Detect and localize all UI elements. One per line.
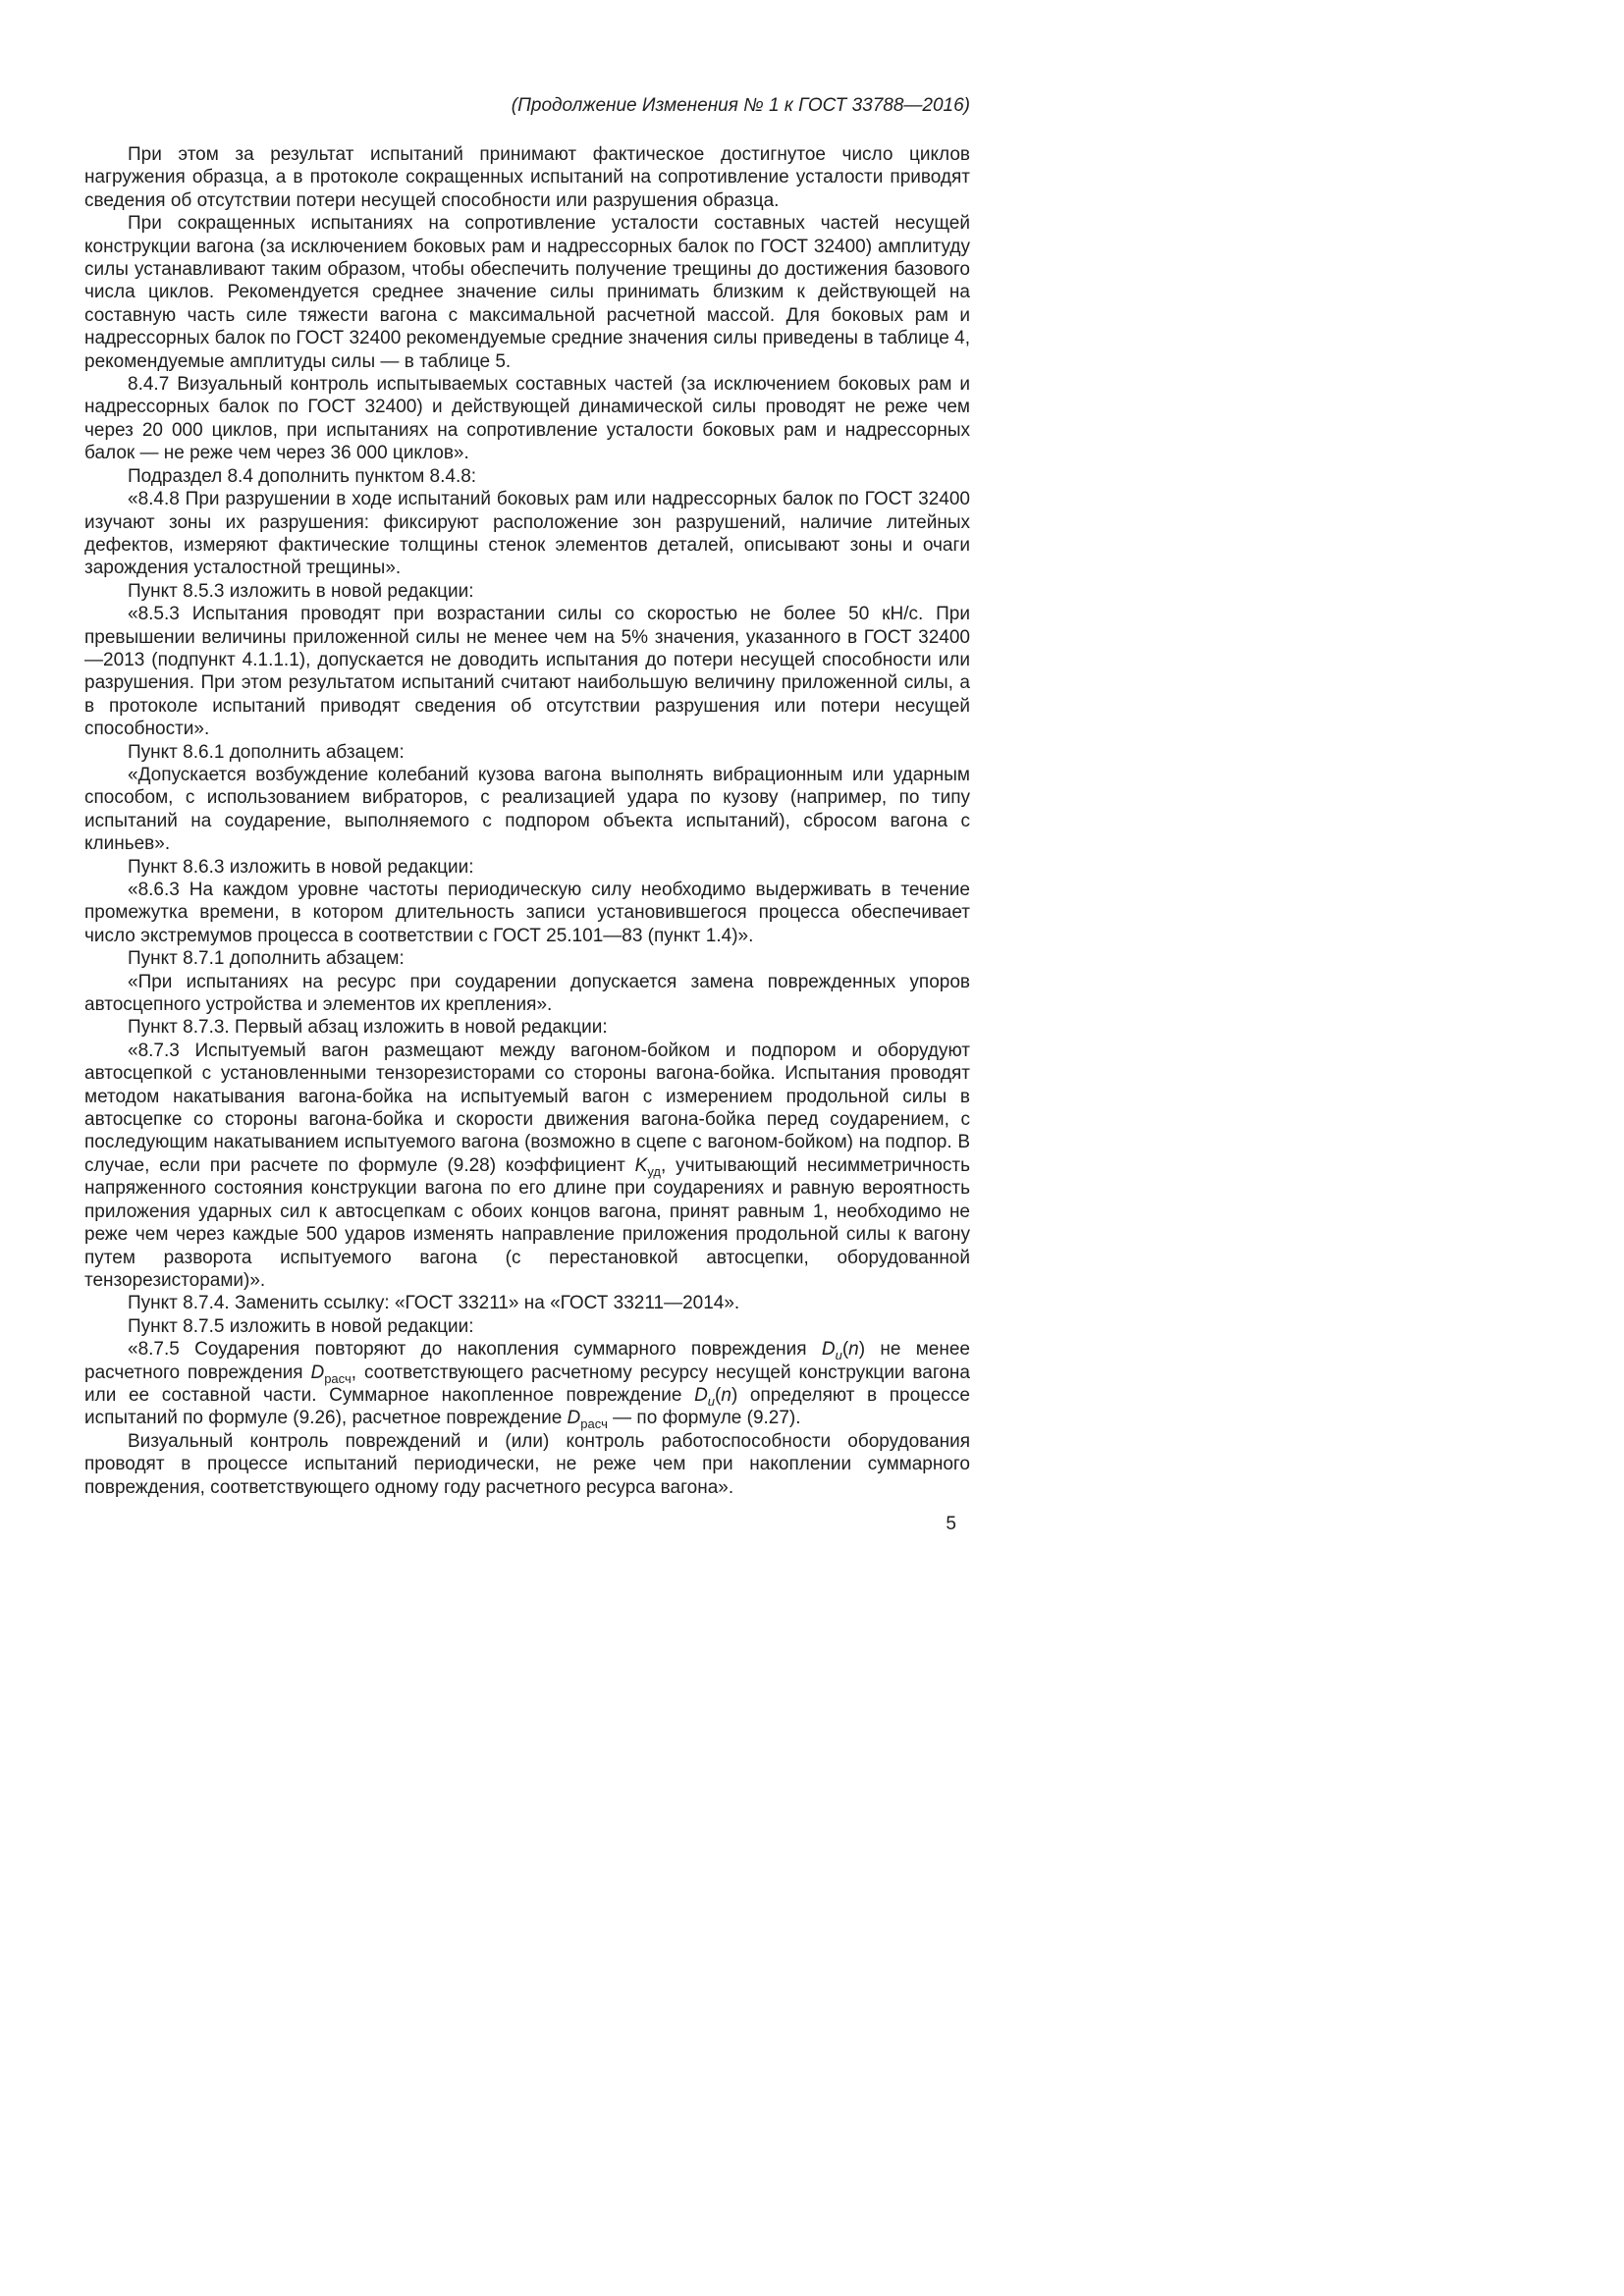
paragraph [84, 212, 970, 373]
text-segment: «8.7.3 Испытуемый вагон размещают между вагоном-бойком и подпором и оборудуют автосцепкой с установленными тензорезисторами со стороны вагона-бойка. Испытания проводят методом накатывания вагона-бойка на испытуемый вагон с измерением продольной силы в автосцепке со стороны вагона-бойка и скорости движения вагона-бойка перед соударением, с последующим накатыванием испытуемого вагона (возможно в сцепе с вагоном-бойком) на подпор. В случае, если при расчете по формуле (9.28) коэффициент [84, 1040, 970, 1176]
text-segment: , учитывающий несимметричность напряженного состояния конструкции вагона по его длине при соударениях и равную вероятность приложения ударных сил к автосцепкам с обоих концов вагона, принят равным 1, необходимо не реже чем через каждые 500 ударов изменять направление приложения продольной силы к вагону путем разворота испытуемого вагона (с перестановкой автосцепки, оборудованной тензорезисторами)». [84, 1154, 970, 1291]
subscript-text: расч [324, 1370, 352, 1386]
subscript-text: расч [580, 1416, 608, 1432]
paragraph [84, 1040, 970, 1292]
text-segment: Пункт 8.7.1 дополнить абзацем: [128, 948, 405, 970]
running-header: (Продолжение Изменения № 1 к ГОСТ 33788—2016) [511, 95, 970, 116]
text-segment: «8.6.3 На каждом уровне частоты периодическую силу необходимо выдерживать в течение промежутка времени, в котором длительность записи установившегося процесса обеспечивает число экстремумов процесса в соответствии с ГОСТ 25.101—83 (пункт 1.4)». [84, 880, 970, 946]
paragraph [84, 143, 970, 212]
text-segment: «Допускается возбуждение колебаний кузова вагона выполнять вибрационным или ударным способом, с использованием вибраторов, с реализацией удара по кузову (например, по типу испытаний на соударение, выполняемого с подпором объекта испытаний), сбросом вагона с клиньев». [84, 764, 970, 855]
subscript-text: уд [647, 1163, 661, 1179]
text-segment: ( [715, 1384, 722, 1406]
text-segment: Пункт 8.5.3 изложить в новой редакции: [128, 580, 474, 602]
text-segment: D [694, 1384, 708, 1406]
page-number: 5 [946, 1513, 956, 1534]
text-segment: определяют в процессе испытаний по формуле (9.26), расчетное повреждение [84, 1384, 970, 1429]
paragraph [84, 764, 970, 856]
text-segment: n [721, 1384, 731, 1406]
paragraph [84, 1292, 970, 1314]
text-segment: Подраздел 8.4 дополнить пунктом 8.4.8: [128, 465, 477, 487]
text-segment: Пункт 8.7.5 изложить в новой редакции: [128, 1315, 474, 1337]
paragraph [84, 856, 970, 879]
text-segment: D [821, 1339, 836, 1361]
text-block [84, 94, 970, 1536]
text-segment: , соответствующего расчетному ресурсу несущей конструкции вагона или ее составной части. Суммарное накопленное повреждение [84, 1362, 970, 1406]
text-segment: Визуальный контроль повреждений и (или) контроль работоспособности оборудования проводят в процессе испытаний периодически, не реже чем при накоплении суммарного повреждения, соответствующего одному году расчетного ресурса вагона». [84, 1430, 970, 1498]
text-segment: K [634, 1154, 648, 1176]
text-segment: «8.4.8 При разрушении в ходе испытаний боковых рам или надрессорных балок по ГОСТ 32400 изучают зоны их разрушения: фиксируют расположение зон разрушений, наличие литейных дефектов, измеряют фактические толщины стенок элементов деталей, описывают зоны и очаги зарождения усталостной трещины». [84, 489, 970, 579]
text-segment: n [848, 1339, 859, 1361]
paragraph [84, 488, 970, 580]
text-segment: При этом за результат испытаний принимают фактическое достигнутое число циклов нагружения образца, а в протоколе сокращенных испытаний на сопротивление усталости приводят сведения об отсутствии потери несущей способности или разрушения образца. [84, 144, 970, 211]
text-segment: — по формуле (9.27). [607, 1408, 801, 1429]
paragraph [84, 741, 970, 764]
subscript-text: и [707, 1393, 716, 1409]
paragraph [84, 947, 970, 970]
paragraph [84, 1338, 970, 1430]
paragraph [84, 1016, 970, 1039]
paragraph [84, 1315, 970, 1338]
text-segment: ( [841, 1339, 849, 1361]
paragraph [84, 580, 970, 603]
text-segment: D [567, 1408, 581, 1429]
paragraph [84, 465, 970, 488]
text-segment: ) [858, 1339, 866, 1361]
subscript-text: и [835, 1347, 842, 1362]
text-segment: «При испытаниях на ресурс при соударении допускается замена поврежденных упоров автосцепного устройства и элементов их крепления». [84, 971, 970, 1016]
text-segment: При сокращенных испытаниях на сопротивление усталости составных частей несущей конструкции вагона (за исключением боковых рам и надрессорных балок по ГОСТ 32400) амплитуду силы устанавливают таким образом, чтобы обеспечить получение трещины до достижения базового числа циклов. Рекомендуется среднее значение силы принимать близким к действующей на составную часть силе тяжести вагона с максимальной расчетной массой. Для боковых рам и надрессорных балок по ГОСТ 32400 рекомендуемые средние значения силы приведены в таблице 4, рекомендуемые амплитуды силы — в таблице 5. [84, 213, 970, 372]
text-segment: Пункт 8.7.4. Заменить ссылку: «ГОСТ 33211» на «ГОСТ 33211—2014». [128, 1293, 740, 1314]
text-segment: 8.4.7 Визуальный контроль испытываемых составных частей (за исключением боковых рам и надрессорных балок по ГОСТ 32400) и действующей динамической силы проводят не реже чем через 20 000 циклов, при испытаниях на сопротивление усталости боковых рам и надрессорных балок — не реже чем через 36 000 циклов». [84, 374, 970, 464]
paragraph [84, 879, 970, 947]
text-segment: D [310, 1362, 325, 1383]
text-segment: Пункт 8.6.3 изложить в новой редакции: [128, 856, 474, 878]
paragraph [84, 971, 970, 1017]
text-segment: Пункт 8.6.1 дополнить абзацем: [128, 741, 405, 763]
text-segment: не менее расчетного повреждения [84, 1339, 971, 1383]
paragraph [84, 1430, 970, 1499]
paragraph [84, 373, 970, 465]
text-segment: ) [731, 1384, 738, 1406]
text-segment: «8.5.3 Испытания проводят при возрастании силы со скоростью не более 50 кН/с. При превышении величины приложенной силы не менее чем на 5% значения, указанного в ГОСТ 32400—2013 (подпункт 4.1.1.1), допускается не доводить испытания до потери несущей способности или разрушения. При этом результатом испытаний считают наибольшую величину приложенной силы, а в протоколе испытаний приводят сведения об отсутствии разрушения или потери несущей способности». [84, 604, 970, 740]
text-segment: «8.7.5 Соударения повторяют до накопления суммарного повреждения [128, 1339, 822, 1361]
document-body [84, 143, 970, 1499]
text-segment: Пункт 8.7.3. Первый абзац изложить в новой редакции: [128, 1017, 608, 1039]
paragraph [84, 603, 970, 740]
